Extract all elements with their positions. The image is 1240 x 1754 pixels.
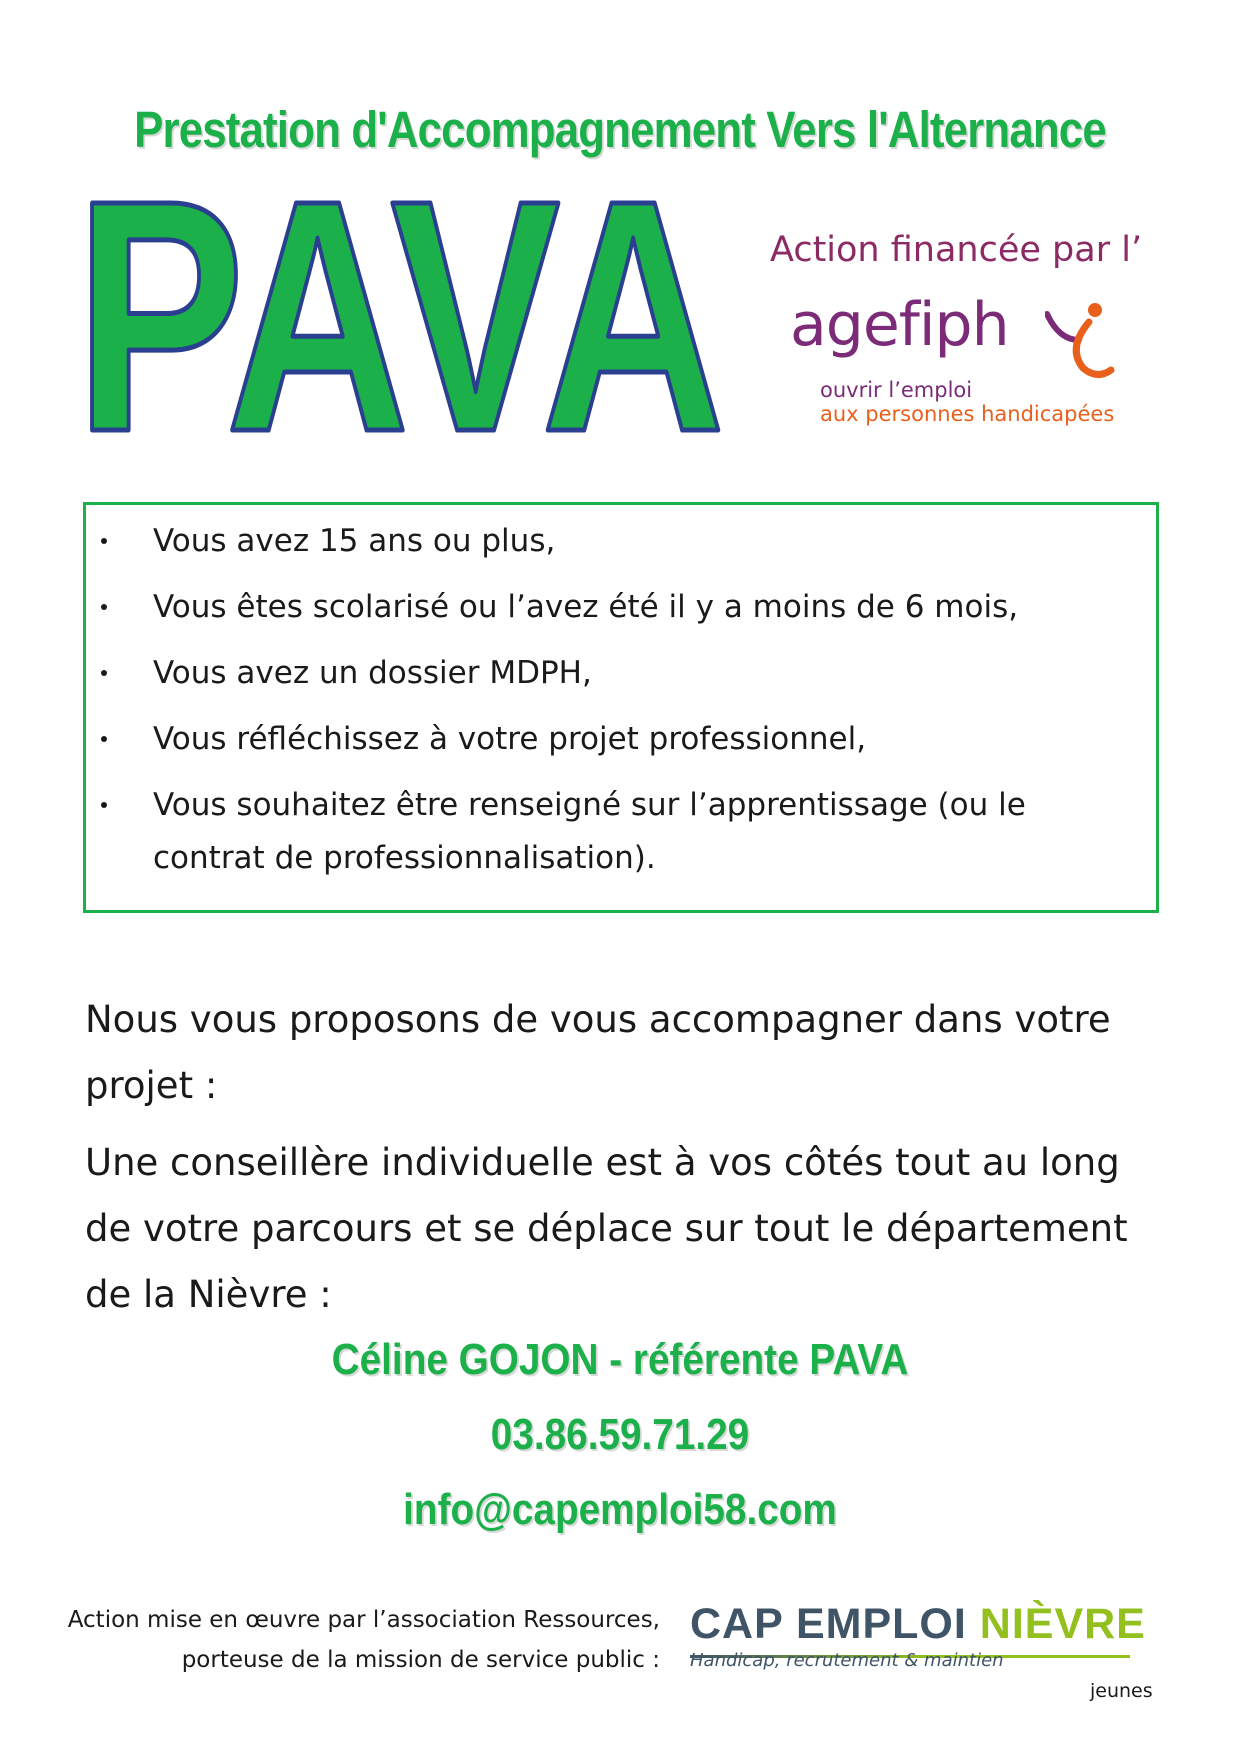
bullet-icon [101, 736, 107, 742]
eligibility-item [86, 779, 1156, 885]
footer-note: jeunes [1090, 1680, 1153, 1702]
footer-line-2: porteuse de la mission de service public : [181, 1647, 660, 1673]
eligibility-item-text: Vous êtes scolarisé ou l’avez été il y a moins de 6 mois, [153, 589, 1019, 625]
funding-label: Action financée par l’ [770, 230, 1143, 270]
eligibility-box [83, 502, 1159, 913]
eligibility-list [86, 505, 1156, 885]
contact-phone[interactable]: 03.86.59.71.29 [490, 1410, 750, 1459]
pava-text: PAVA [75, 175, 725, 445]
eligibility-item [86, 647, 1156, 700]
agefiph-tagline-1: ouvrir l’emploi [820, 378, 973, 402]
pava-acronym [70, 175, 730, 445]
advisor-paragraph: Une conseillère individuelle est à vos côtés tout au long de votre parcours et se déplace sur tout le département de la Nièvre : [85, 1141, 1128, 1316]
eligibility-item-text: Vous réfléchissez à votre projet professionnel, [153, 721, 867, 757]
bullet-icon [101, 538, 107, 544]
contact-email[interactable]: info@capemploi58.com [403, 1485, 837, 1534]
eligibility-item-text: Vous souhaitez être renseigné sur l’apprentissage (ou le contrat de professionnalisation). [153, 787, 1026, 876]
eligibility-item [86, 581, 1156, 634]
contact-name: Céline GOJON - référente PAVA [331, 1335, 909, 1384]
cap-emploi-subtitle: Handicap, recrutement & maintien [690, 1650, 1004, 1671]
agefiph-logo [790, 290, 1120, 430]
bullet-icon [101, 802, 107, 808]
cap-emploi-title-part2: NIÈVRE [979, 1600, 1146, 1648]
eligibility-item-text: Vous avez un dossier MDPH, [153, 655, 592, 691]
eligibility-item [86, 515, 1156, 568]
bullet-icon [101, 604, 107, 610]
agefiph-wordmark: agefiph [790, 290, 1009, 360]
agefiph-figure-icon [1045, 300, 1115, 380]
agefiph-tagline-2: aux personnes handicapées [820, 402, 1115, 426]
bullet-icon [101, 670, 107, 676]
footer-line-1: Action mise en œuvre par l’association Ressources, [67, 1607, 660, 1633]
cap-emploi-title [690, 1600, 1146, 1649]
intro-paragraph: Nous vous proposons de vous accompagner dans votre projet : [85, 998, 1111, 1107]
cap-emploi-title-part1: CAP EMPLOI [690, 1600, 967, 1648]
headline: Prestation d'Accompagnement Vers l'Alternance [134, 101, 1106, 158]
eligibility-item [86, 713, 1156, 766]
eligibility-item-text: Vous avez 15 ans ou plus, [153, 523, 556, 559]
cap-emploi-logo [690, 1600, 1146, 1671]
